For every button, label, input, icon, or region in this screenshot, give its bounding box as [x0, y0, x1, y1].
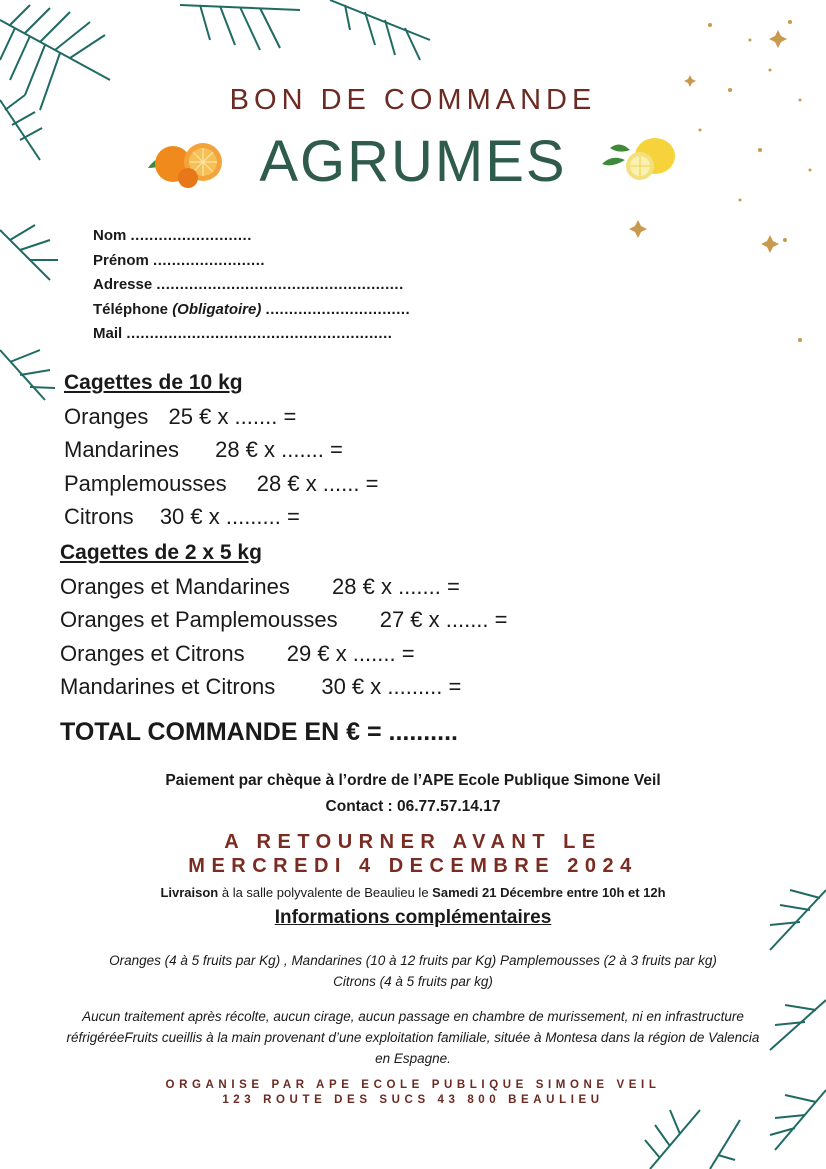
- product-price: 28 € x ....... =: [332, 573, 460, 599]
- product-name: Mandarines: [64, 437, 179, 462]
- field-adresse[interactable]: [93, 273, 410, 298]
- organizer-line: ORGANISE PAR APE ECOLE PUBLIQUE SIMONE VEIL: [165, 1079, 661, 1091]
- section-heading: Cagettes de 2 x 5 kg: [60, 541, 262, 564]
- section-heading: Cagettes de 10 kg: [64, 371, 243, 394]
- product-name: Oranges: [64, 403, 149, 429]
- order-line: [64, 500, 378, 534]
- field-note: (Obligatoire): [172, 300, 262, 318]
- field-telephone[interactable]: [93, 298, 410, 323]
- fruit-count-line: Oranges (4 à 5 fruits par Kg) , Mandarines (10 à 12 fruits par Kg) Pamplemousses (2 à 3 fruits par kg): [109, 953, 717, 968]
- product-name: Citrons: [64, 504, 134, 529]
- order-line: [60, 637, 508, 671]
- order-line: [64, 400, 378, 434]
- field-prenom[interactable]: [93, 249, 410, 274]
- section-cagettes-2x5kg: [60, 536, 508, 704]
- fruit-count-line: Citrons (4 à 5 fruits par kg): [333, 974, 493, 989]
- product-name: Pamplemousses: [64, 470, 227, 496]
- field-label: Adresse: [93, 276, 153, 293]
- payment-info: [0, 768, 826, 820]
- deadline-line: A RETOURNER AVANT LE: [224, 831, 602, 853]
- pine-branch-icon: [0, 220, 60, 420]
- info-heading: Informations complémentaires: [274, 907, 552, 928]
- deadline-date: MERCREDI 4 DECEMBRE 2024: [188, 855, 638, 877]
- product-name: Mandarines et Citrons: [60, 674, 276, 699]
- field-label: Prénom: [93, 251, 149, 269]
- field-blank: ...............................: [265, 300, 411, 318]
- order-line: [64, 467, 378, 501]
- field-nom[interactable]: [93, 224, 410, 249]
- delivery-text: à la salle polyvalente de Beaulieu le: [218, 885, 433, 900]
- order-line: [60, 670, 508, 704]
- field-label: Mail: [93, 325, 123, 342]
- field-label: Téléphone: [93, 300, 169, 318]
- customer-fields: [93, 224, 410, 347]
- order-line: [64, 433, 378, 467]
- field-blank: .....................................................: [156, 276, 404, 293]
- page-subtitle: BON DE COMMANDE: [229, 84, 597, 116]
- field-blank: .........................................................: [126, 325, 393, 342]
- payment-line: Paiement par chèque à l’ordre de l’APE Ecole Publique Simone Veil: [165, 772, 661, 789]
- field-mail[interactable]: [93, 322, 410, 347]
- contact-line: Contact : 06.77.57.14.17: [325, 798, 501, 815]
- delivery-label: Livraison: [160, 885, 219, 900]
- treatment-info: Aucun traitement après récolte, aucun cirage, aucun passage en chambre de murissement, ni en infrastructure réfrigéréeFruits cueillis à la main provenant d’une exploitation familiale, située à Montesa dans la région de Valencia en Espagne.: [66, 1009, 760, 1066]
- page-title: AGRUMES: [259, 129, 567, 194]
- organizer-footer: [0, 1078, 826, 1108]
- product-price: 28 € x ...... =: [256, 470, 379, 496]
- product-price: 28 € x ....... =: [215, 437, 343, 462]
- product-name: Oranges et Citrons: [60, 640, 245, 666]
- delivery-date: Samedi 21 Décembre entre 10h et 12h: [432, 885, 666, 900]
- address-line: 123 ROUTE DES SUCS 43 800 BEAULIEU: [222, 1094, 604, 1106]
- field-blank: ..........................: [130, 227, 252, 244]
- field-label: Nom: [93, 227, 127, 244]
- product-price: 30 € x ......... =: [321, 674, 462, 699]
- product-name: Oranges et Pamplemousses: [60, 607, 338, 632]
- product-price: 29 € x ....... =: [286, 640, 415, 666]
- fruit-count-info: [0, 950, 826, 992]
- order-line: [60, 570, 508, 604]
- order-total: TOTAL COMMANDE EN € = ..........: [60, 718, 458, 746]
- pine-branch-icon: [180, 0, 440, 70]
- product-name: Oranges et Mandarines: [60, 573, 290, 599]
- product-price: 25 € x ....... =: [168, 403, 297, 429]
- pine-branch-icon: [640, 1100, 750, 1169]
- section-cagettes-10kg: [64, 366, 378, 534]
- product-price: 27 € x ....... =: [379, 607, 508, 632]
- return-deadline: [0, 830, 826, 878]
- order-line: [60, 603, 508, 637]
- delivery-info: [0, 884, 826, 902]
- field-blank: ........................: [153, 251, 266, 269]
- product-price: 30 € x ......... =: [159, 504, 300, 529]
